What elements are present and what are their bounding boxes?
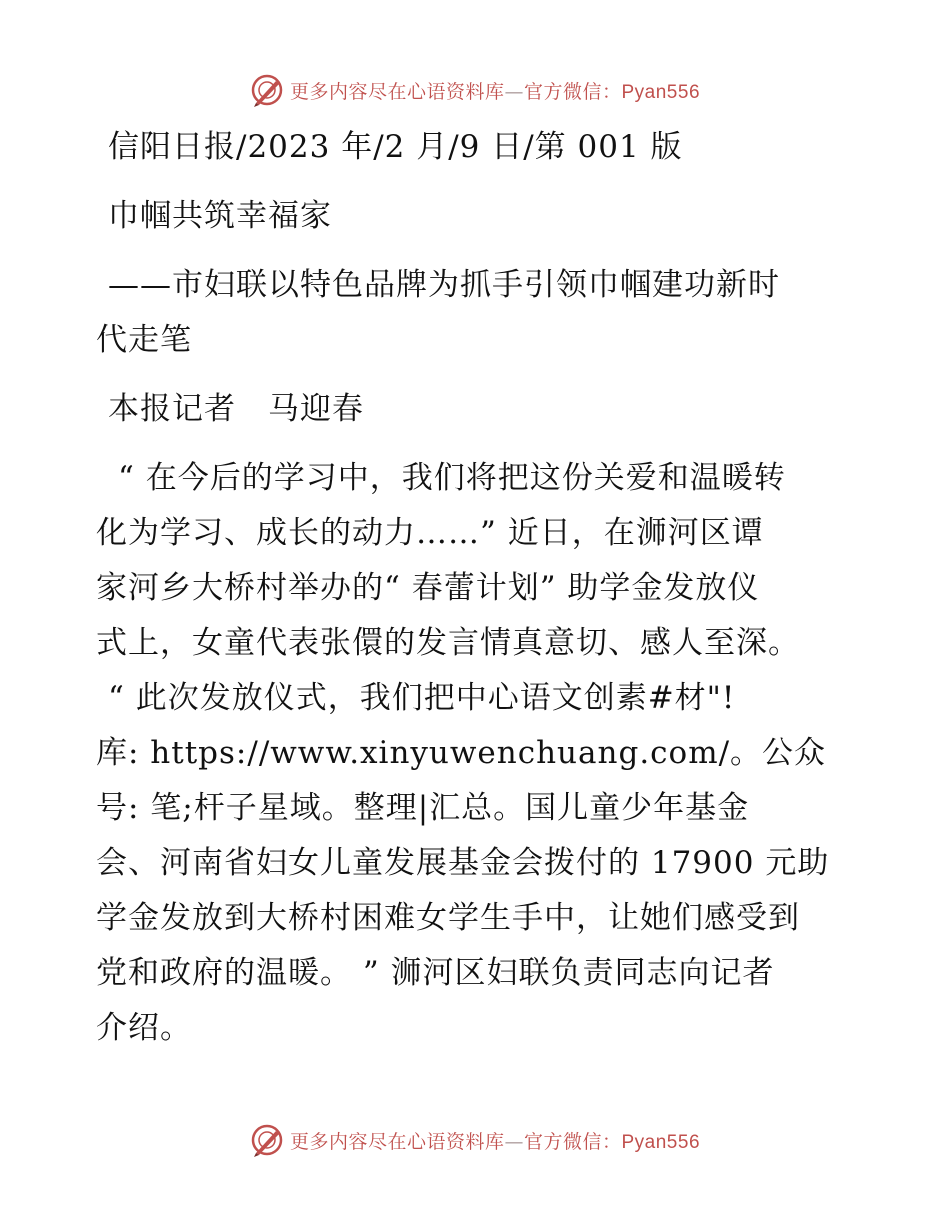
source-line: 信阳日报/2023 年/2 月/9 日/第 001 版 [108, 129, 683, 165]
body-line: 式上，女童代表张儇的发言情真意切、感人至深。 [96, 625, 800, 661]
body-line: 会、河南省妇女儿童发展基金会拨付的 17900 元助 [96, 845, 830, 881]
pen-logo-icon [250, 73, 284, 107]
article-subtitle-cont: 代走笔 [96, 322, 192, 358]
pen-logo-icon [250, 1123, 284, 1157]
article-subtitle: ——市妇联以特色品牌为抓手引领巾帼建功新时 [108, 267, 780, 303]
article-body [96, 451, 866, 1056]
watermark-text: 更多内容尽在心语资料库—官方微信：Pyan556 [289, 80, 701, 103]
watermark-text: 更多内容尽在心语资料库—官方微信：Pyan556 [289, 1130, 701, 1153]
watermark-banner-top [0, 70, 950, 110]
body-line: 介绍。 [96, 1010, 192, 1046]
body-line: 党和政府的温暖。 ” 浉河区妇联负责同志向记者 [96, 955, 775, 991]
body-line: “ 在今后的学习中，我们将把这份关爱和温暖转 [118, 460, 786, 496]
body-line: 家河乡大桥村举办的“ 春蕾计划” 助学金发放仪 [96, 570, 760, 606]
body-line: “ 此次发放仪式，我们把中心语文创素#材"! [108, 680, 736, 716]
body-line: 化为学习、成长的动力……” 近日，在浉河区谭 [96, 515, 764, 551]
body-line: 号: 笔;杆子星域。整理|汇总。国儿童少年基金 [96, 790, 750, 826]
article [96, 120, 866, 1056]
article-title: 巾帼共筑幸福家 [108, 198, 332, 234]
watermark-banner-bottom [0, 1120, 950, 1160]
body-line: 学金发放到大桥村困难女学生手中，让她们感受到 [96, 900, 800, 936]
byline: 本报记者 马迎春 [108, 391, 364, 427]
body-line: 库: https://www.xinyuwenchuang.com/。公众 [96, 735, 827, 771]
